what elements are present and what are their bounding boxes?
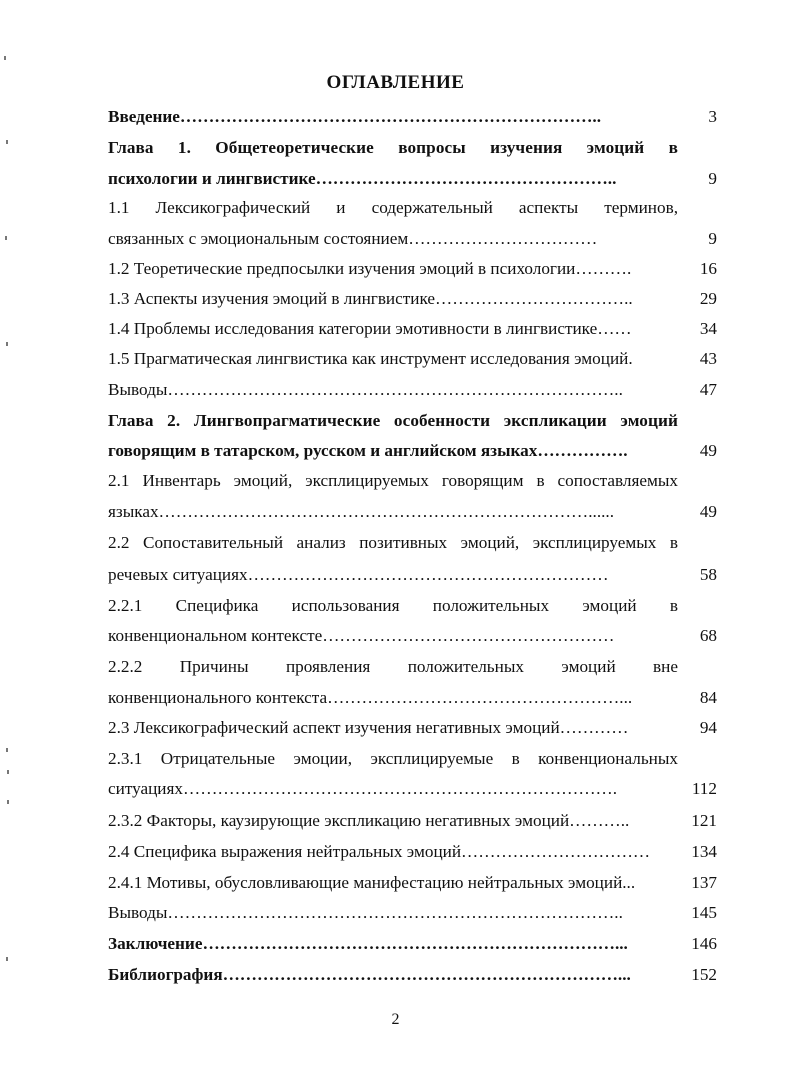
toc-page-number: 34 xyxy=(699,319,717,338)
toc-line: 1.1 Лексикографический и содержательный аспекты терминов, xyxy=(108,198,678,217)
toc-page-number: 145 xyxy=(691,903,717,922)
toc-line: Глава 1. Общетеоретические вопросы изучения эмоций в xyxy=(108,138,678,157)
scan-speck xyxy=(5,236,7,240)
toc-line: Библиография……………………………………………………………... xyxy=(108,965,631,984)
toc-page-number: 9 xyxy=(708,229,717,248)
scan-speck xyxy=(6,140,8,144)
toc-line: 2.3.2 Факторы, каузирующие экспликацию негативных эмоций……….. xyxy=(108,811,630,830)
toc-page-number: 94 xyxy=(699,718,717,737)
toc-line: 2.3 Лексикографический аспект изучения негативных эмоций………… xyxy=(108,718,629,737)
toc-line: Введение……………………………………………………………….. xyxy=(108,107,601,126)
toc-line: речевых ситуациях……………………………………………………… xyxy=(108,565,609,584)
toc-line: психологии и лингвистике…………………………………………….. xyxy=(108,169,617,188)
toc-line: Заключение………………………………………………………………... xyxy=(108,934,628,953)
toc-line: 1.5 Прагматическая лингвистика как инструмент исследования эмоций. xyxy=(108,349,633,368)
toc-page-number: 16 xyxy=(699,259,717,278)
toc-page-number: 3 xyxy=(708,107,717,126)
page-title: ОГЛАВЛЕНИЕ xyxy=(326,72,465,93)
toc-page-number: 121 xyxy=(691,811,717,830)
toc-page-number: 9 xyxy=(708,169,717,188)
toc-line: 2.2.1 Специфика использования положительных эмоций в xyxy=(108,596,678,615)
toc-page-number: 68 xyxy=(699,626,717,645)
toc-line: 1.4 Проблемы исследования категории эмотивности в лингвистике…… xyxy=(108,319,632,338)
toc-page-number: 137 xyxy=(691,873,717,892)
toc-line: связанных с эмоциональным состоянием…………………………… xyxy=(108,229,598,248)
toc-line: 2.2 Сопоставительный анализ позитивных эмоций, эксплицируемых в xyxy=(108,533,678,552)
toc-page-number: 29 xyxy=(699,289,717,308)
toc-line: 2.1 Инвентарь эмоций, эксплицируемых говорящим в сопоставляемых xyxy=(108,471,678,490)
toc-line: конвенциональном контексте…………………………………………… xyxy=(108,626,615,645)
toc-line: 2.2.2 Причины проявления положительных эмоций вне xyxy=(108,657,678,676)
toc-line: 1.3 Аспекты изучения эмоций в лингвистике…………………………….. xyxy=(108,289,633,308)
toc-line: Выводы…………………………………………………………………….. xyxy=(108,380,623,399)
toc-line: 2.3.1 Отрицательные эмоции, эксплицируемые в конвенциональных xyxy=(108,749,678,768)
toc-line: говорящим в татарском, русском и английском языках……………. xyxy=(108,441,628,460)
toc-page-number: 146 xyxy=(691,934,717,953)
scan-speck xyxy=(6,748,8,752)
toc-line: конвенционального контекста……………………………………………... xyxy=(108,688,633,707)
scan-speck xyxy=(7,770,9,774)
toc-page-number: 152 xyxy=(691,965,717,984)
toc-line: 2.4 Специфика выражения нейтральных эмоций…………………………… xyxy=(108,842,651,861)
toc-page-number: 49 xyxy=(699,441,717,460)
page-number: 2 xyxy=(391,1011,400,1028)
toc-page-number: 49 xyxy=(699,502,717,521)
toc-page-number: 134 xyxy=(691,842,717,861)
scan-speck xyxy=(7,800,9,804)
scan-speck xyxy=(4,56,6,60)
toc-page-number: 84 xyxy=(699,688,717,707)
scan-speck xyxy=(6,957,8,961)
toc-line: 1.2 Теоретические предпосылки изучения эмоций в психологии………. xyxy=(108,259,632,278)
toc-page-number: 112 xyxy=(691,779,717,798)
toc-page-number: 43 xyxy=(699,349,717,368)
toc-line: языках…………………………………………………………………...... xyxy=(108,502,615,521)
scan-speck xyxy=(6,342,8,346)
toc-line: Выводы…………………………………………………………………….. xyxy=(108,903,623,922)
toc-line: 2.4.1 Мотивы, обусловливающие манифестацию нейтральных эмоций... xyxy=(108,873,636,892)
toc-line: Глава 2. Лингвопрагматические особенности экспликации эмоций xyxy=(108,411,678,430)
toc-line: ситуациях…………………………………………………………………. xyxy=(108,779,617,798)
toc-page-number: 47 xyxy=(699,380,717,399)
toc-page-number: 58 xyxy=(699,565,717,584)
